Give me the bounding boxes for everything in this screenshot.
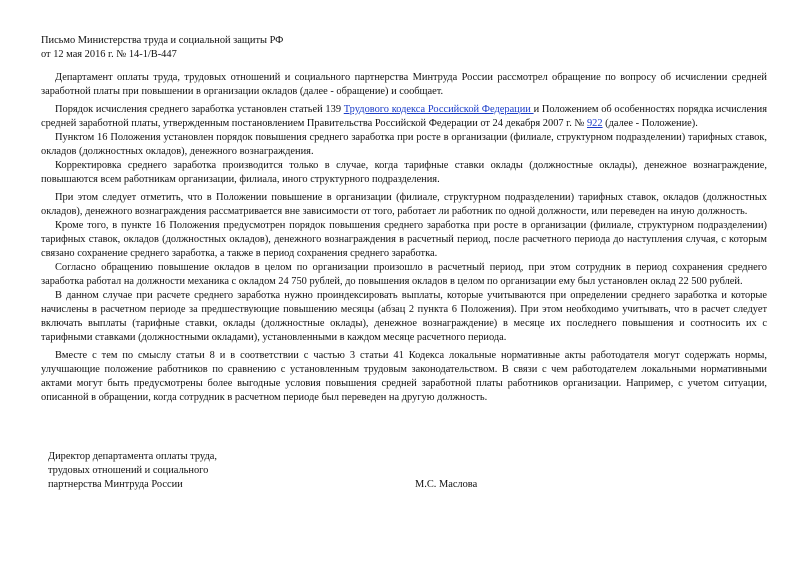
paragraph-local-acts: Вместе с тем по смыслу статьи 8 и в соответствии с частью 3 статьи 41 Кодекса локальные нормативные акты работодателя могут содержать нормы, улучшающие положение работников по сравнению с установленным трудовым законодательством. В связи с чем работодателем локальными нормативными актами могут быть предусмотрены более выгодные условия повышения средней заработной платы работников организации. Например, с учетом ситуации, описанной в обращении, когда сотрудник в расчетном периоде был переведен на другую должность. [41, 350, 767, 403]
letter-header [41, 34, 767, 62]
letter-body [41, 71, 767, 405]
paragraph-note: При этом следует отметить, что в Положении повышение в организации (филиале, структурном подразделении) тарифных ставок, окладов (должностных окладов), денежного вознаграждения рассматривается вне зависимости от того, работает ли работник по одной должности, или переведен на иную должность. [41, 192, 767, 217]
paragraph-text: (далее - Положение). [602, 118, 698, 129]
signatory-name: М.С. Маслова [415, 479, 478, 490]
signatory-title-line-1: Директор департамента оплаты труда, [48, 451, 217, 462]
letter-title: Письмо Министерства труда и социальной защиты РФ [41, 35, 284, 46]
paragraph-text: и Положением об особенностях порядка исчисления средней заработной платы, утвержденным постановлением Правительства Российской Федерации от 24 декабря 2007 г. № [41, 104, 767, 129]
paragraph-point-16: Пунктом 16 Положения установлен порядок повышения среднего заработка при росте в организации (филиале, структурном подразделении) тарифных ставок, окладов (должностных окладов), денежного вознаграждения. [41, 132, 767, 157]
paragraph-correction: Корректировка среднего заработка производится только в случае, когда тарифные ставки оклады (должностные оклады), денежное вознаграждение, повышаются всем работникам организации, филиала, иного структурного подразделения. [41, 160, 767, 185]
signature-block [48, 450, 528, 492]
paragraph-calculation: В данном случае при расчете среднего заработка нужно проиндексировать выплаты, которые учитываются при определении среднего заработка и которые начислены в расчетном периоде за предшествующие повышению месяцы (абзац 2 пункта 6 Положения). При этом необходимо учитывать, что в расчет следует включать выплаты (тарифные ставки, оклады (должностные оклады), денежное вознаграждение) в месяце их последнего повышения и соотносить их с тарифными ставками (должностными окладами), установленными в каждом месяце расчетного периода. [41, 290, 767, 343]
paragraph-additionally: Кроме того, в пункте 16 Положения предусмотрен порядок повышения среднего заработка при росте в организации (филиале, структурном подразделении) тарифных ставок, окладов (должностных окладов), денежного вознаграждения в расчетный период, после расчетного периода до наступления случая, с которым связано сохранение среднего заработка, а также в период сохранения среднего заработка. [41, 220, 767, 259]
signatory-title-line-2: трудовых отношений и социального [48, 465, 209, 476]
paragraph-case: Согласно обращению повышение окладов в целом по организации произошло в расчетный период, при этом сотрудник в период сохранения среднего заработка работал на должности механика с окладом 24 750 рублей, до повышения окладов в целом по организации ему был установлен оклад 22 500 рублей. [41, 262, 767, 287]
letter-date-number: от 12 мая 2016 г. № 14-1/В-447 [41, 49, 177, 60]
paragraph-intro: Департамент оплаты труда, трудовых отношений и социального партнерства Минтруда России рассмотрел обращение по вопросу об исчислении средней заработной платы при повышении в организации окладов (далее - обращение) и сообщает. [41, 72, 767, 97]
signatory-title-line-3: партнерства Минтруда России [48, 479, 183, 490]
paragraph-legal-basis [41, 103, 767, 131]
letter-page [41, 34, 767, 405]
resolution-922-link[interactable]: 922 [586, 118, 603, 129]
paragraph-text: Порядок исчисления среднего заработка установлен статьей 139 [55, 104, 344, 115]
labor-code-link[interactable]: Трудового кодекса Российской Федерации [343, 104, 534, 115]
